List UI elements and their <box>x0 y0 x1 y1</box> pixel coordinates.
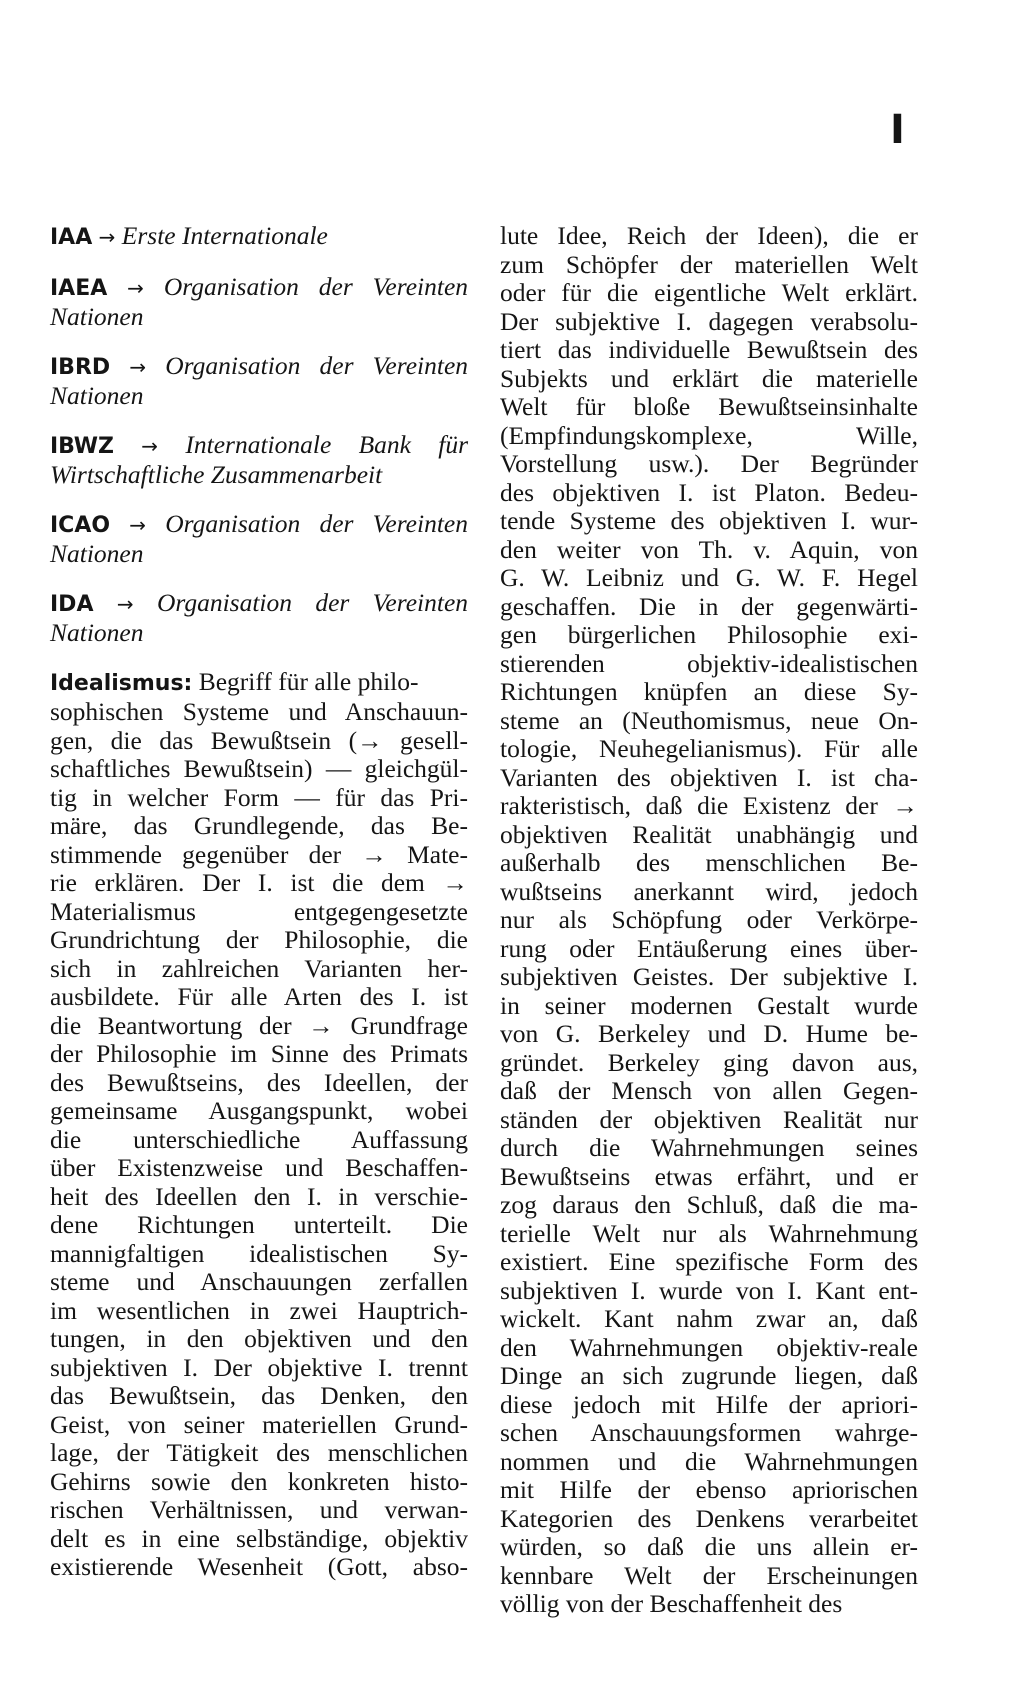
entry-reference: Organisation der Vereinten <box>163 271 469 301</box>
entry-headword: IAA <box>50 225 93 250</box>
body-line: des Bewußtseins, des Ideellen, der <box>50 1067 468 1097</box>
body-line: Gehirns sowie den konkreten histo- <box>50 1466 468 1496</box>
body-line: daß der Mensch von allen Gegen- <box>500 1076 918 1105</box>
body-line: lage, der Tätigkeit des menschlichen <box>50 1438 468 1467</box>
body-line: Grundrichtung der Philosophie, die <box>50 925 468 954</box>
body-line: ständen der objektiven Realität nur <box>500 1104 918 1134</box>
body-line: Materialismus entgegengesetzte <box>50 896 468 926</box>
body-line: Varianten des objektiven I. ist cha- <box>500 762 918 792</box>
body-line: sich in zahlreichen Varianten her- <box>50 953 468 983</box>
body-line: geschaffen. Die in der gegenwärti- <box>500 591 918 621</box>
body-line: wußtseins anerkannt wird, jedoch <box>500 876 918 906</box>
entry-iaea <box>50 273 468 332</box>
body-line: Richtungen knüpfen an diese Sy- <box>500 677 918 706</box>
body-line: zum Schöpfer der materiellen Welt <box>500 249 918 279</box>
body-line: des objektiven I. ist Platon. Bedeu- <box>500 477 918 507</box>
body-line: der Philosophie im Sinne des Primats <box>50 1039 468 1068</box>
body-line: subjektiven I. wurde von I. Kant ent- <box>500 1275 918 1305</box>
entry-reference: Internationale Bank für <box>185 429 469 459</box>
entry-headword: ICAO <box>50 512 111 538</box>
entry-reference: Erste Internationale <box>121 221 328 250</box>
body-line: rakteristisch, daß die Existenz der → <box>500 791 918 820</box>
body-line: nommen und die Wahrnehmungen <box>500 1446 918 1476</box>
body-line: Geist, von seiner materiellen Grund- <box>50 1409 468 1439</box>
body-line: subjektiven I. Der objektive I. trennt <box>50 1352 468 1382</box>
body-line: sophischen Systeme und Anschauun- <box>50 697 468 726</box>
body-line: steme an (Neuthomismus, neue On- <box>500 705 918 735</box>
body-line: heit des Ideellen den I. in verschie- <box>50 1181 468 1211</box>
entry-reference-cont: Nationen <box>50 539 144 568</box>
body-line: den weiter von Th. v. Aquin, von <box>500 534 918 564</box>
body-line: Dinge an sich zugrunde liegen, daß <box>500 1361 918 1390</box>
body-line: lute Idee, Reich der Ideen), die er <box>500 221 918 250</box>
body-line: mit Hilfe der ebenso apriorischen <box>500 1475 918 1504</box>
body-line: schen Anschauungsformen wahrge- <box>500 1418 918 1447</box>
body-line: dene Richtungen unterteilt. Die <box>50 1210 468 1239</box>
entry-reference: Organisation der Vereinten <box>165 508 468 538</box>
entry-headword: IBWZ <box>50 433 114 459</box>
body-line: das Bewußtsein, das Denken, den <box>50 1381 468 1410</box>
page-letter-marker: I <box>890 107 905 153</box>
body-line: die Beantwortung der → Grundfrage <box>50 1010 468 1040</box>
body-line: steme und Anschauungen zerfallen <box>50 1267 468 1296</box>
body-line: G. W. Leibniz und G. W. F. Hegel <box>500 563 918 592</box>
body-line: existiert. Eine spezifische Form des <box>500 1247 918 1276</box>
body-line: delt es in eine selbständige, objektiv <box>50 1523 468 1553</box>
body-line: wickelt. Kant nahm zwar an, daß <box>500 1304 918 1333</box>
body-line: tende Systeme des objektiven I. wur- <box>500 506 918 535</box>
body-line: diese jedoch mit Hilfe der apriori- <box>500 1389 918 1419</box>
body-line: existierende Wesenheit (Gott, abso- <box>50 1552 468 1581</box>
body-line: außerhalb des menschlichen Be- <box>500 848 918 877</box>
entry-reference-cont: Nationen <box>50 618 144 647</box>
body-line: Kategorien des Denkens verarbeitet <box>500 1503 918 1533</box>
arrow-icon: → <box>129 354 147 379</box>
body-line: Welt für bloße Bewußtseinsinhalte <box>500 392 918 421</box>
entry-body-left <box>50 667 468 1582</box>
body-line: in seiner modernen Gestalt wurde <box>500 990 918 1020</box>
entry-reference-cont: Nationen <box>50 302 144 331</box>
body-line: den Wahrnehmungen objektiv-reale <box>500 1332 918 1362</box>
entry-ibrd <box>50 352 468 411</box>
arrow-icon: → <box>127 275 144 300</box>
body-line: tungen, in den objektiven und den <box>50 1324 468 1353</box>
body-line: objektiven Realität unabhängig und <box>500 819 918 849</box>
arrow-icon: → <box>98 225 116 249</box>
arrow-icon: → <box>141 433 159 458</box>
body-line: Vorstellung usw.). Der Begründer <box>500 449 918 478</box>
body-line: gemeinsame Ausgangspunkt, wobei <box>50 1096 468 1125</box>
body-line: würden, so daß die uns allein er- <box>500 1532 918 1561</box>
body-line: subjektiven Geistes. Der subjektive I. <box>500 962 918 991</box>
entry-body-right <box>500 222 918 1619</box>
body-line: von G. Berkeley und D. Hume be- <box>500 1019 918 1048</box>
body-line: Subjekts und erklärt die materielle <box>500 363 918 393</box>
body-line: zog daraus den Schluß, daß die ma- <box>500 1190 918 1219</box>
entry-reference-cont: Wirtschaftliche Zusammenarbeit <box>50 460 383 489</box>
body-line: märe, das Grundlegende, das Be- <box>50 811 468 840</box>
body-line: gen bürgerlichen Philosophie exi- <box>500 620 918 649</box>
arrow-icon: → <box>129 512 147 537</box>
body-line: nur als Schöpfung oder Verkörpe- <box>500 905 918 934</box>
body-line: über Existenzweise und Beschaffen- <box>50 1153 468 1182</box>
left-column <box>50 222 468 1602</box>
body-line: rischen Verhältnissen, und verwan- <box>50 1495 468 1524</box>
body-line: stierenden objektiv-idealistischen <box>500 648 918 678</box>
body-line: gen, die das Bewußtsein (→ gesell- <box>50 725 468 755</box>
body-line: mannigfaltigen idealistischen Sy- <box>50 1238 468 1268</box>
body-line: stimmende gegenüber der → Mate- <box>50 839 468 869</box>
entry-reference: Organisation der Vereinten <box>156 587 469 617</box>
entry-reference-cont: Nationen <box>50 381 144 410</box>
entry-idealismus <box>50 668 468 1582</box>
entry-headword: IAEA <box>50 275 108 301</box>
body-line: die unterschiedliche Auffassung <box>50 1124 468 1154</box>
body-line: im wesentlichen in zwei Hauptrich- <box>50 1295 468 1325</box>
body-line: rie erklären. Der I. ist die dem → <box>50 868 468 897</box>
body-line: gründet. Berkeley ging davon aus, <box>500 1047 918 1077</box>
entry-headword: Idealismus: <box>50 670 193 696</box>
entry-headword: IBRD <box>50 354 111 380</box>
body-line: Bewußtseins etwas erfährt, und er <box>500 1161 918 1191</box>
body-line: durch die Wahrnehmungen seines <box>500 1133 918 1162</box>
entry-icao <box>50 510 468 569</box>
entry-headword: IDA <box>50 591 94 617</box>
right-column <box>500 222 918 1619</box>
body-line: tig in welcher Form — für das Pri- <box>50 782 468 812</box>
body-line: oder für die eigentliche Welt erklärt. <box>500 278 918 307</box>
body-line: Der subjektive I. dagegen verabsolu- <box>500 306 918 336</box>
body-line: tologie, Neuhegelianismus). Für alle <box>500 734 918 763</box>
arrow-icon: → <box>116 591 134 616</box>
body-line: ausbildete. Für alle Arten des I. ist <box>50 982 468 1011</box>
body-line: völlig von der Beschaffenheit des <box>500 1589 843 1618</box>
body-line: schaftliches Bewußtsein) — gleichgül- <box>50 754 468 783</box>
body-line: Begriff für alle philo- <box>198 666 419 696</box>
entry-ibwz <box>50 431 468 490</box>
body-line: tiert das individuelle Bewußtsein des <box>500 335 918 364</box>
entry-iaa <box>50 222 468 253</box>
body-line: rung oder Entäußerung eines über- <box>500 933 918 963</box>
body-line: kennbare Welt der Erscheinungen <box>500 1560 918 1590</box>
body-line: terielle Welt nur als Wahrnehmung <box>500 1218 918 1248</box>
body-line: (Empfindungskomplexe, Wille, <box>500 420 918 450</box>
entry-ida <box>50 589 468 648</box>
entry-reference: Organisation der Vereinten <box>165 350 469 380</box>
